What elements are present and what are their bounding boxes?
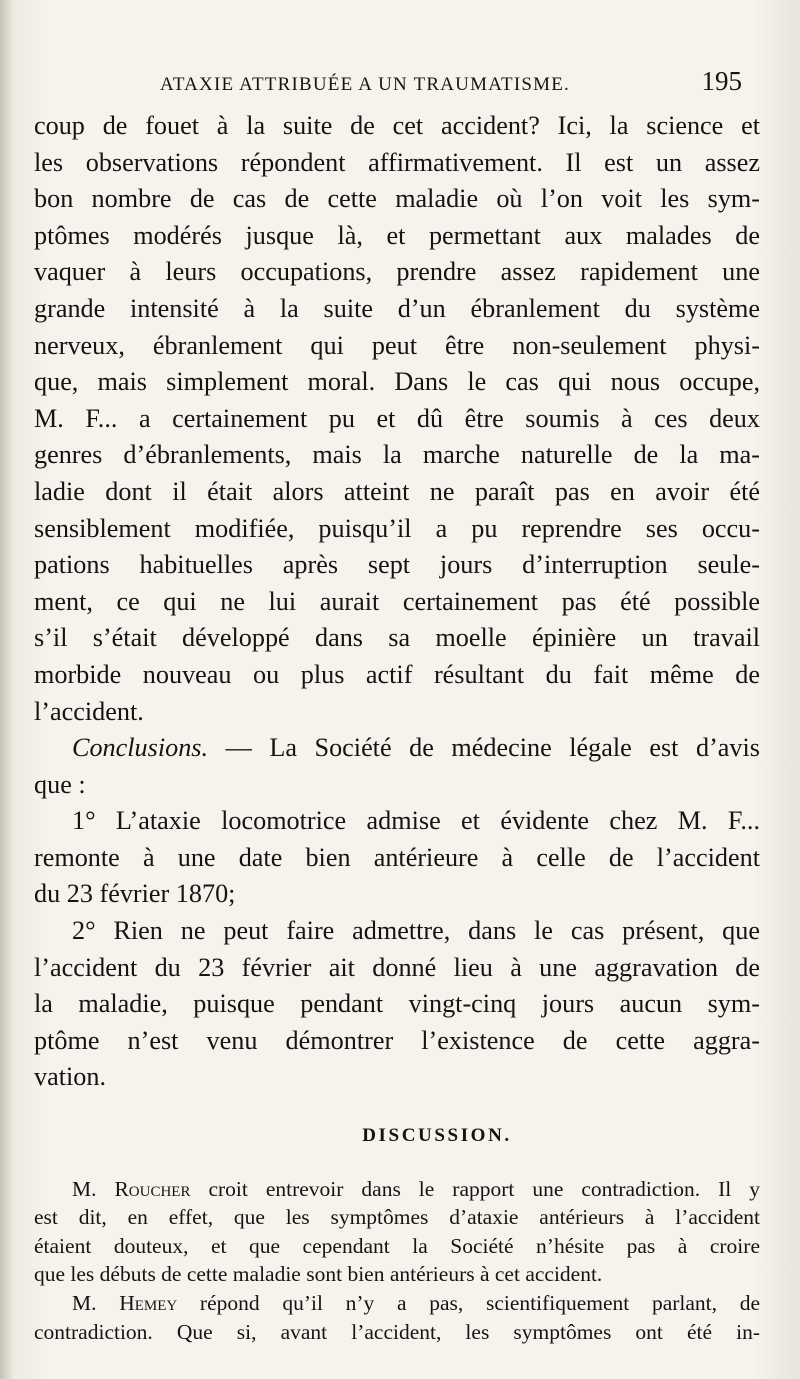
text-line: l’accident du 23 février ait donné lieu à une aggravation de (34, 952, 760, 982)
text-line: l’accident. (34, 696, 144, 726)
text-line: est dit, en effet, que les symptômes d’ataxie antérieurs à l’accident (34, 1205, 760, 1230)
text-line: les observations répondent affirmativement. Il est un assez (34, 147, 760, 177)
text-line: 1° L’ataxie locomotrice admise et évidente chez M. F... (72, 806, 760, 836)
page-number: 195 (701, 66, 742, 96)
text-line: bon nombre de cas de cette maladie où l’on voit les sym- (34, 184, 760, 214)
page-body (34, 108, 760, 1346)
conclusion-point-1 (34, 803, 760, 913)
text-line: contradiction. Que si, avant l’accident, les symptômes ont été in- (34, 1319, 760, 1344)
text-line: 2° Rien ne peut faire admettre, dans le cas présent, que (72, 916, 760, 946)
conclusions-label: Conclusions. (72, 733, 209, 763)
text-line: coup de fouet à la suite de cet accident? Ici, la science et (34, 111, 760, 140)
text-line: sensiblement modifiée, puisqu’il a pu reprendre ses occu- (34, 513, 760, 543)
text-line: que : (34, 769, 86, 799)
discussion-heading: DISCUSSION. (362, 1125, 512, 1147)
speaker-text: répond qu’il n’y a pas, scientifiquement parlant, de (177, 1291, 760, 1315)
text-line (34, 730, 760, 767)
text-line: genres d’ébranlements, mais la marche naturelle de la ma- (34, 440, 760, 470)
speaker-name: M. Roucher (72, 1176, 191, 1201)
text-line (34, 1175, 760, 1204)
text-line: morbide nouveau ou plus actif résultant du fait même de (34, 659, 760, 689)
text-line (34, 1289, 760, 1318)
text-line: vaquer à leurs occupations, prendre assez rapidement une (34, 257, 760, 287)
text-line: que, mais simplement moral. Dans le cas qui nous occupe, (34, 367, 760, 397)
text-line: du 23 février 1870; (34, 879, 236, 909)
text-line: M. F... a certainement pu et dû être soumis à ces deux (34, 403, 760, 433)
text-line: grande intensité à la suite d’un ébranlement du système (34, 293, 760, 323)
text-line: ladie dont il était alors atteint ne paraît pas en avoir été (34, 476, 760, 506)
discussion-hemey (34, 1289, 760, 1346)
text-line: la maladie, puisque pendant vingt-cinq jours aucun sym- (34, 989, 760, 1019)
text-line: pations habituelles après sept jours d’interruption seule- (34, 550, 760, 580)
conclusion-point-2 (34, 913, 760, 1096)
text-line: vation. (34, 1062, 107, 1092)
speaker-name: M. Hemey (72, 1291, 178, 1315)
text-line: que les débuts de cette maladie sont bien antérieurs à cet accident. (34, 1262, 603, 1287)
text-line: remonte à une date bien antérieure à celle de l’accident (34, 842, 760, 872)
running-title: ATAXIE ATTRIBUÉE A UN TRAUMATISME. (160, 74, 570, 95)
conclusions-paragraph (34, 730, 760, 803)
text-line: étaient douteux, et que cependant la Société n’hésite pas à croire (34, 1233, 760, 1258)
text-line: ptômes modérés jusque là, et permettant aux malades de (34, 220, 760, 250)
text-line: nerveux, ébranlement qui peut être non-seulement physi- (34, 330, 760, 360)
text-line: ment, ce qui ne lui aurait certainement pas été possible (34, 586, 760, 616)
page-header (160, 66, 742, 97)
conclusions-intro: — La Société de médecine légale est d’avis (208, 733, 760, 763)
text-line: s’il s’était développé dans sa moelle épinière un travail (34, 623, 760, 653)
discussion-roucher (34, 1175, 760, 1289)
speaker-text: croit entrevoir dans le rapport une contradiction. Il y (190, 1176, 760, 1201)
text-line: ptôme n’est venu démontrer l’existence de cette aggra- (34, 1025, 760, 1055)
paragraph-main (34, 108, 760, 730)
